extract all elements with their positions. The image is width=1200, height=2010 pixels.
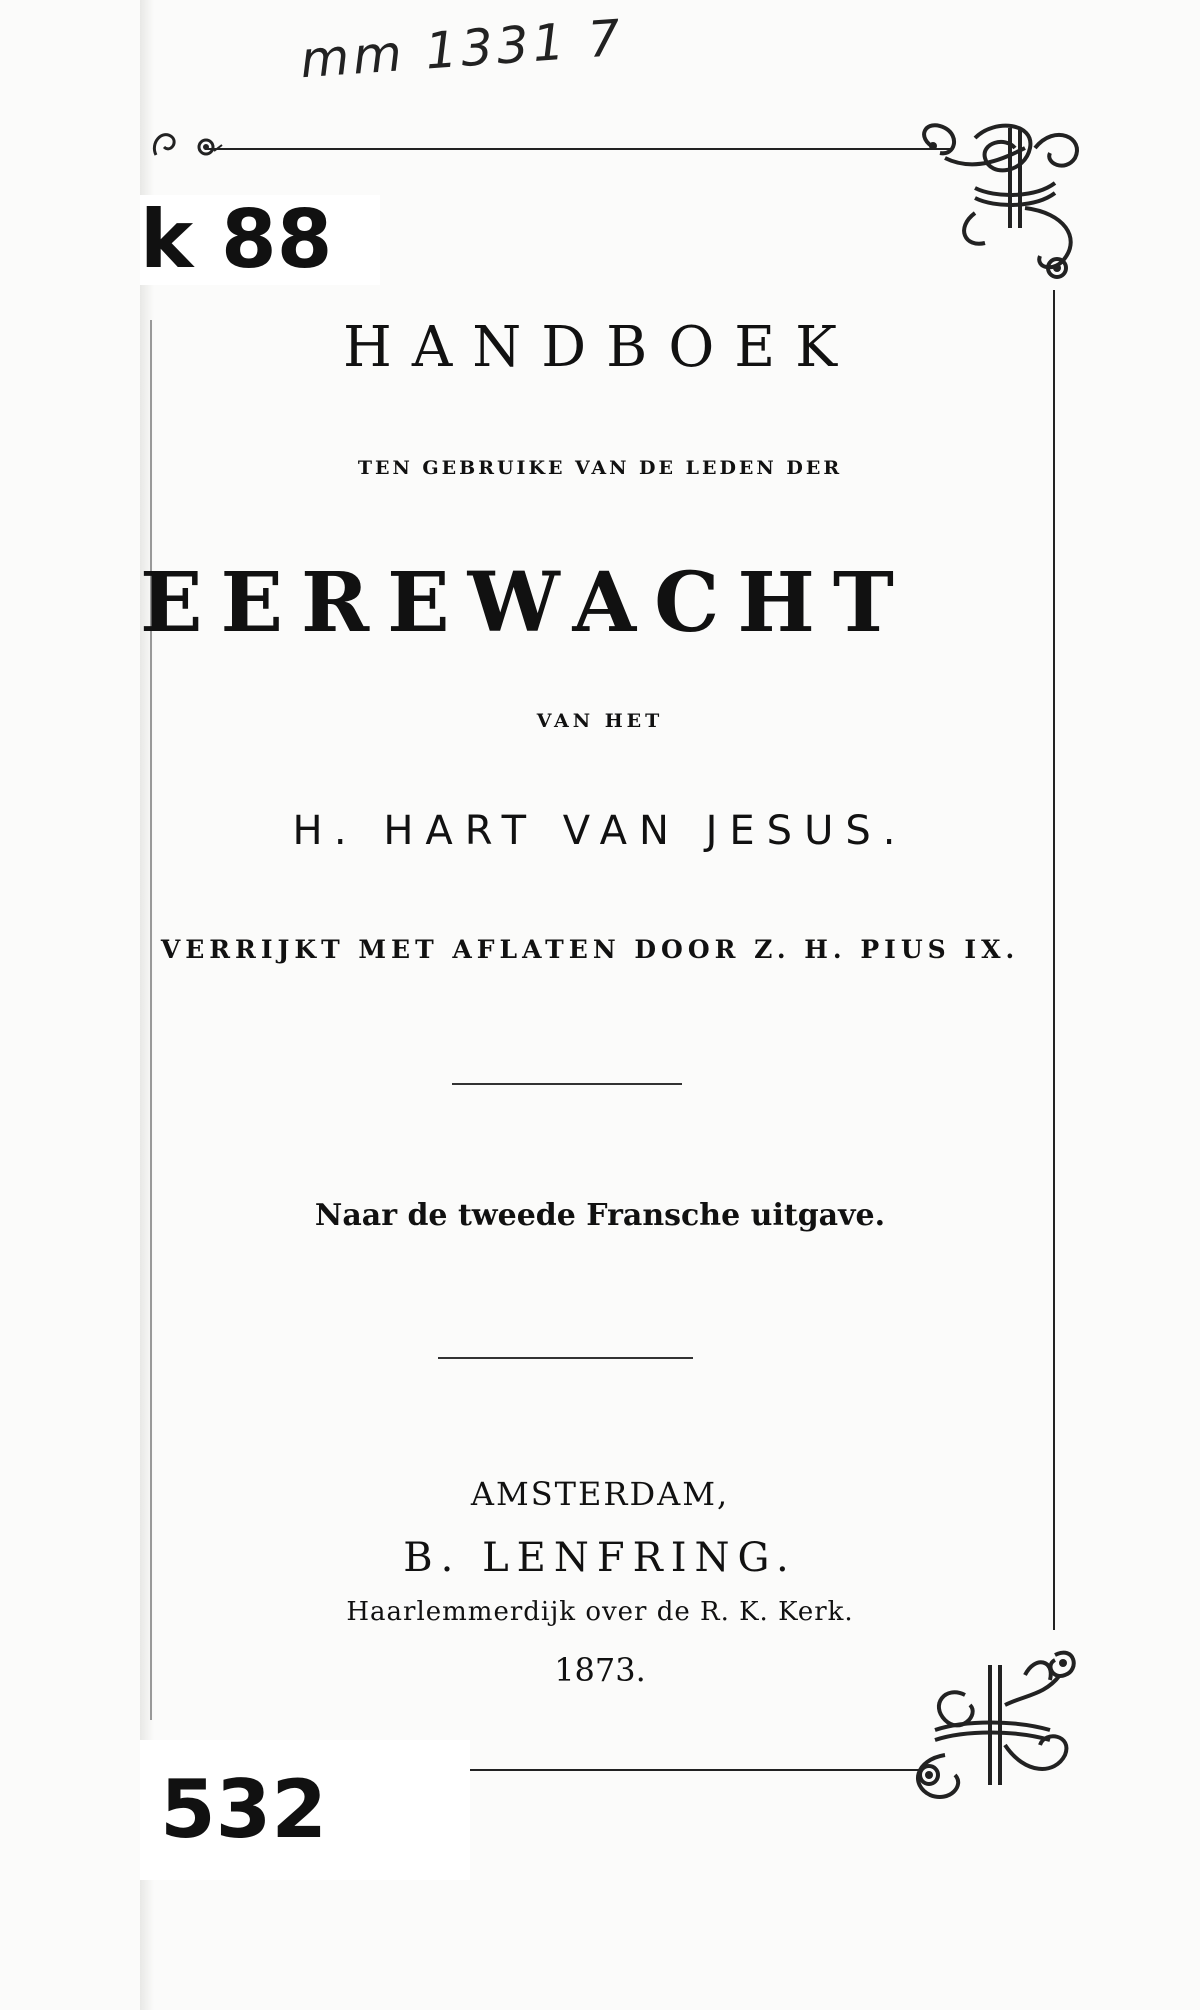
handwritten-shelfmark: mm 1331 7	[298, 8, 626, 90]
divider-rule	[452, 1083, 682, 1085]
scroll-ornament-icon	[148, 125, 228, 165]
frame-right-rule	[1053, 290, 1055, 1630]
imprint-city: AMSTERDAM,	[470, 1475, 730, 1513]
frame-top-rule	[205, 148, 950, 150]
imprint-year: 1873.	[554, 1651, 646, 1689]
flourish-ornament-icon	[915, 118, 1085, 293]
title-connector: VAN HET	[536, 710, 664, 732]
library-label-top: k 88	[140, 195, 380, 285]
imprint-publisher: B. LENFRING.	[403, 1535, 797, 1581]
dedication-line: H. HART VAN JESUS.	[292, 808, 908, 854]
main-title: EEREWACHT	[140, 555, 912, 651]
book-title: HANDBOEK	[343, 315, 857, 380]
library-label-bottom: 532	[140, 1740, 470, 1880]
divider-rule	[438, 1357, 693, 1359]
imprint-address: Haarlemmerdijk over de R. K. Kerk.	[346, 1597, 854, 1627]
indulgence-line: VERRIJKT MET AFLATEN DOOR Z. H. PIUS IX.	[160, 935, 1020, 964]
title-subtitle: TEN GEBRUIKE VAN DE LEDEN DER	[357, 457, 843, 479]
edition-note: Naar de tweede Fransche uitgave.	[314, 1198, 886, 1233]
